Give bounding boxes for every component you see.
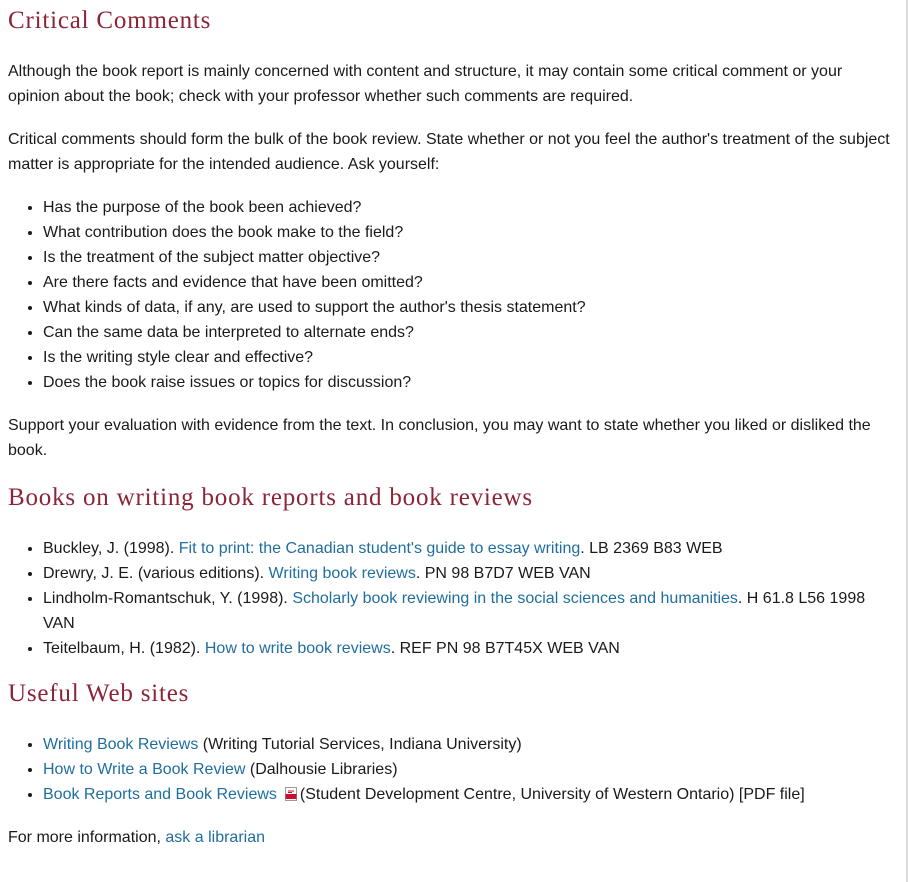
call-number: . PN 98 B7D7 WEB VAN bbox=[415, 565, 591, 582]
books-heading: Books on writing book reports and book reviews bbox=[8, 484, 533, 511]
critical-questions-list bbox=[8, 195, 898, 395]
website-link-western-ontario[interactable]: Book Reports and Book Reviews bbox=[43, 786, 277, 803]
list-item: • Does the book raise issues or topics for discussion? bbox=[43, 370, 898, 395]
citation-author: Teitelbaum, H. (1982). bbox=[43, 640, 205, 657]
list-item bbox=[43, 636, 898, 661]
list-item bbox=[43, 586, 898, 636]
website-link-indiana[interactable]: Writing Book Reviews bbox=[43, 736, 199, 753]
website-source: (Writing Tutorial Services, Indiana University) bbox=[198, 736, 522, 753]
list-item: • Is the writing style clear and effective? bbox=[43, 345, 898, 370]
websites-list bbox=[8, 732, 898, 807]
pdf-icon bbox=[285, 787, 297, 801]
book-link-scholarly-reviewing[interactable]: Scholarly book reviewing in the social sciences and humanities bbox=[292, 590, 738, 607]
website-source: (Student Development Centre, University of Western Ontario) [PDF file] bbox=[299, 786, 805, 803]
list-item: • Can the same data be interpreted to alternate ends? bbox=[43, 320, 898, 345]
list-item: • Is the treatment of the subject matter objective? bbox=[43, 245, 898, 270]
list-item bbox=[43, 757, 898, 782]
call-number: . LB 2369 B83 WEB bbox=[580, 540, 723, 557]
book-link-writing-book-reviews[interactable]: Writing book reviews bbox=[268, 565, 416, 582]
website-source: (Dalhousie Libraries) bbox=[245, 761, 398, 778]
book-link-fit-to-print[interactable]: Fit to print: the Canadian student's guide to essay writing bbox=[178, 540, 581, 557]
call-number: . REF PN 98 B7T45X WEB VAN bbox=[390, 640, 620, 657]
list-item: • What contribution does the book make to the field? bbox=[43, 220, 898, 245]
footer-text: For more information, bbox=[8, 829, 166, 846]
ask-librarian-link[interactable]: ask a librarian bbox=[165, 829, 265, 846]
list-item: • Has the purpose of the book been achieved? bbox=[43, 195, 898, 220]
websites-heading: Useful Web sites bbox=[8, 680, 190, 707]
critical-paragraph-1: Although the book report is mainly concerned with content and structure, it may contain some critical comment or your opinion about the book; check with your professor whether such comments are required. bbox=[8, 63, 843, 105]
website-link-dalhousie[interactable]: How to Write a Book Review bbox=[43, 761, 246, 778]
list-item bbox=[43, 536, 898, 561]
citation-author: Lindholm-Romantschuk, Y. (1998). bbox=[43, 590, 293, 607]
list-item: • What kinds of data, if any, are used to support the author's thesis statement? bbox=[43, 295, 898, 320]
book-link-how-to-write-reviews[interactable]: How to write book reviews bbox=[204, 640, 391, 657]
list-item bbox=[43, 561, 898, 586]
books-list bbox=[8, 536, 898, 661]
citation-author: Buckley, J. (1998). bbox=[43, 540, 179, 557]
list-item bbox=[43, 782, 898, 807]
list-item bbox=[43, 732, 898, 757]
citation-author: Drewry, J. E. (various editions). bbox=[43, 565, 269, 582]
critical-paragraph-2: Critical comments should form the bulk of the book review. State whether or not you feel the author's treatment of the subject matter is appropriate for the intended audience. Ask yourself: bbox=[8, 131, 890, 173]
call-number: . H 61.8 L56 1998 VAN bbox=[43, 590, 866, 632]
main-content bbox=[8, 0, 898, 868]
critical-comments-heading: Critical Comments bbox=[8, 7, 212, 34]
footer-paragraph bbox=[8, 825, 898, 850]
critical-paragraph-3: Support your evaluation with evidence from the text. In conclusion, you may want to state whether you liked or disliked the book. bbox=[8, 417, 871, 459]
list-item: • Are there facts and evidence that have been omitted? bbox=[43, 270, 898, 295]
